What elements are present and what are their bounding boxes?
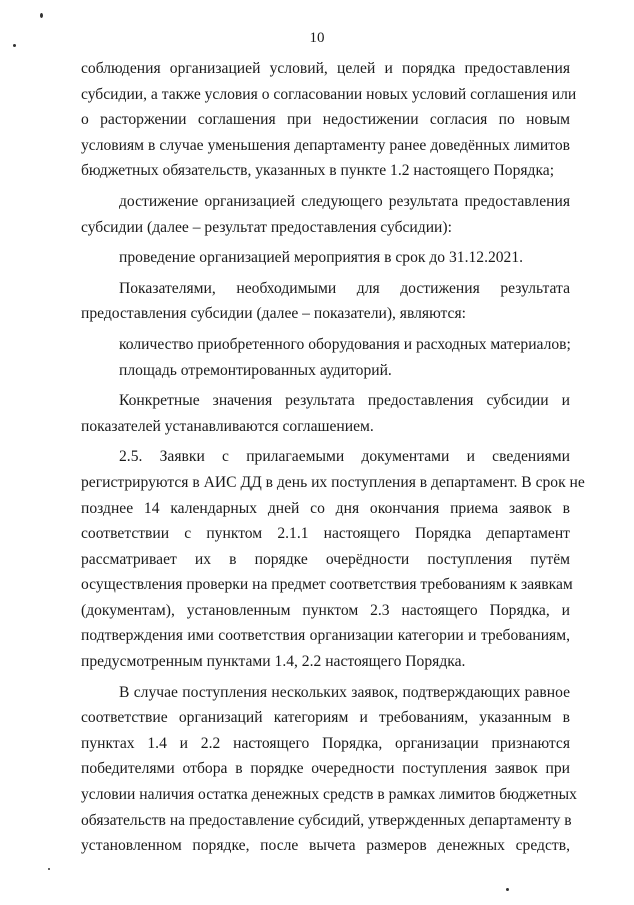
text-line: соблюдения организацией условий, целей и порядка предоставления	[81, 60, 570, 77]
text-line: регистрируются в АИС ДД в день их поступления в департамент. В срок не	[81, 473, 585, 491]
text-line: Конкретные значения результата предоставления субсидии и	[119, 392, 570, 410]
text-line: количество приобретенного оборудования и расходных материалов;	[119, 335, 571, 353]
text-line: Показателями, необходимыми для достижения результата	[119, 279, 570, 297]
text-line: субсидии (далее – результат предоставления субсидии):	[81, 218, 452, 236]
text-line: субсидии, а также условия о согласовании новых условий соглашения или	[81, 85, 577, 103]
text-line: подтверждения ими соответствия организации категории и требованиям,	[81, 627, 570, 645]
document-body	[81, 56, 585, 859]
text-line: установленном порядке, после вычета размеров денежных средств,	[81, 837, 570, 855]
text-line: условии наличия остатка денежных средств в рамках лимитов бюджетных	[81, 786, 577, 804]
text-line: осуществления проверки на предмет соответствия требованиям к заявкам	[81, 576, 573, 594]
text-line: достижение организацией следующего результата предоставления	[119, 192, 570, 210]
scan-speck	[40, 13, 43, 18]
text-line: обязательств на предоставление субсидий, утвержденных департаменту в	[81, 811, 572, 829]
text-line: победителями отбора в порядке очередности поступления заявок при	[81, 760, 570, 778]
scan-speck	[506, 888, 509, 891]
text-line: площадь отремонтированных аудиторий.	[119, 361, 392, 379]
text-line: условиям в случае уменьшения департаменту ранее доведённых лимитов	[81, 136, 570, 154]
text-line: проведение организацией мероприятия в срок до 31.12.2021.	[119, 249, 524, 267]
text-line: предусмотренным пунктами 1.4, 2.2 настоящего Порядка.	[81, 653, 466, 671]
scan-speck	[48, 868, 50, 870]
text-line: (документам), установленным пунктом 2.3 настоящего Порядка, и	[81, 601, 570, 619]
text-line: о расторжении соглашения при недостижении согласия по новым	[81, 111, 570, 129]
text-line: В случае поступления нескольких заявок, подтверждающих равное	[119, 683, 570, 701]
text-line: рассматривает их в порядке очерёдности поступления путём	[81, 550, 570, 568]
text-line: показателей устанавливаются соглашением.	[81, 417, 374, 435]
page-number: 10	[309, 30, 325, 46]
text-line: соответствие организаций категориям и требованиям, указанным в	[81, 709, 570, 727]
text-line: пунктах 1.4 и 2.2 настоящего Порядка, организации признаются	[81, 734, 570, 752]
text-line: соответствии с пунктом 2.1.1 настоящего Порядка департамент	[81, 525, 570, 543]
text-line: позднее 14 календарных дней со дня окончания приема заявок в	[81, 499, 570, 517]
text-line: предоставления субсидии (далее – показатели), являются:	[81, 305, 466, 323]
text-line: бюджетных обязательств, указанных в пункте 1.2 настоящего Порядка;	[81, 162, 555, 180]
text-line: 2.5. Заявки с прилагаемыми документами и сведениями	[119, 448, 570, 466]
